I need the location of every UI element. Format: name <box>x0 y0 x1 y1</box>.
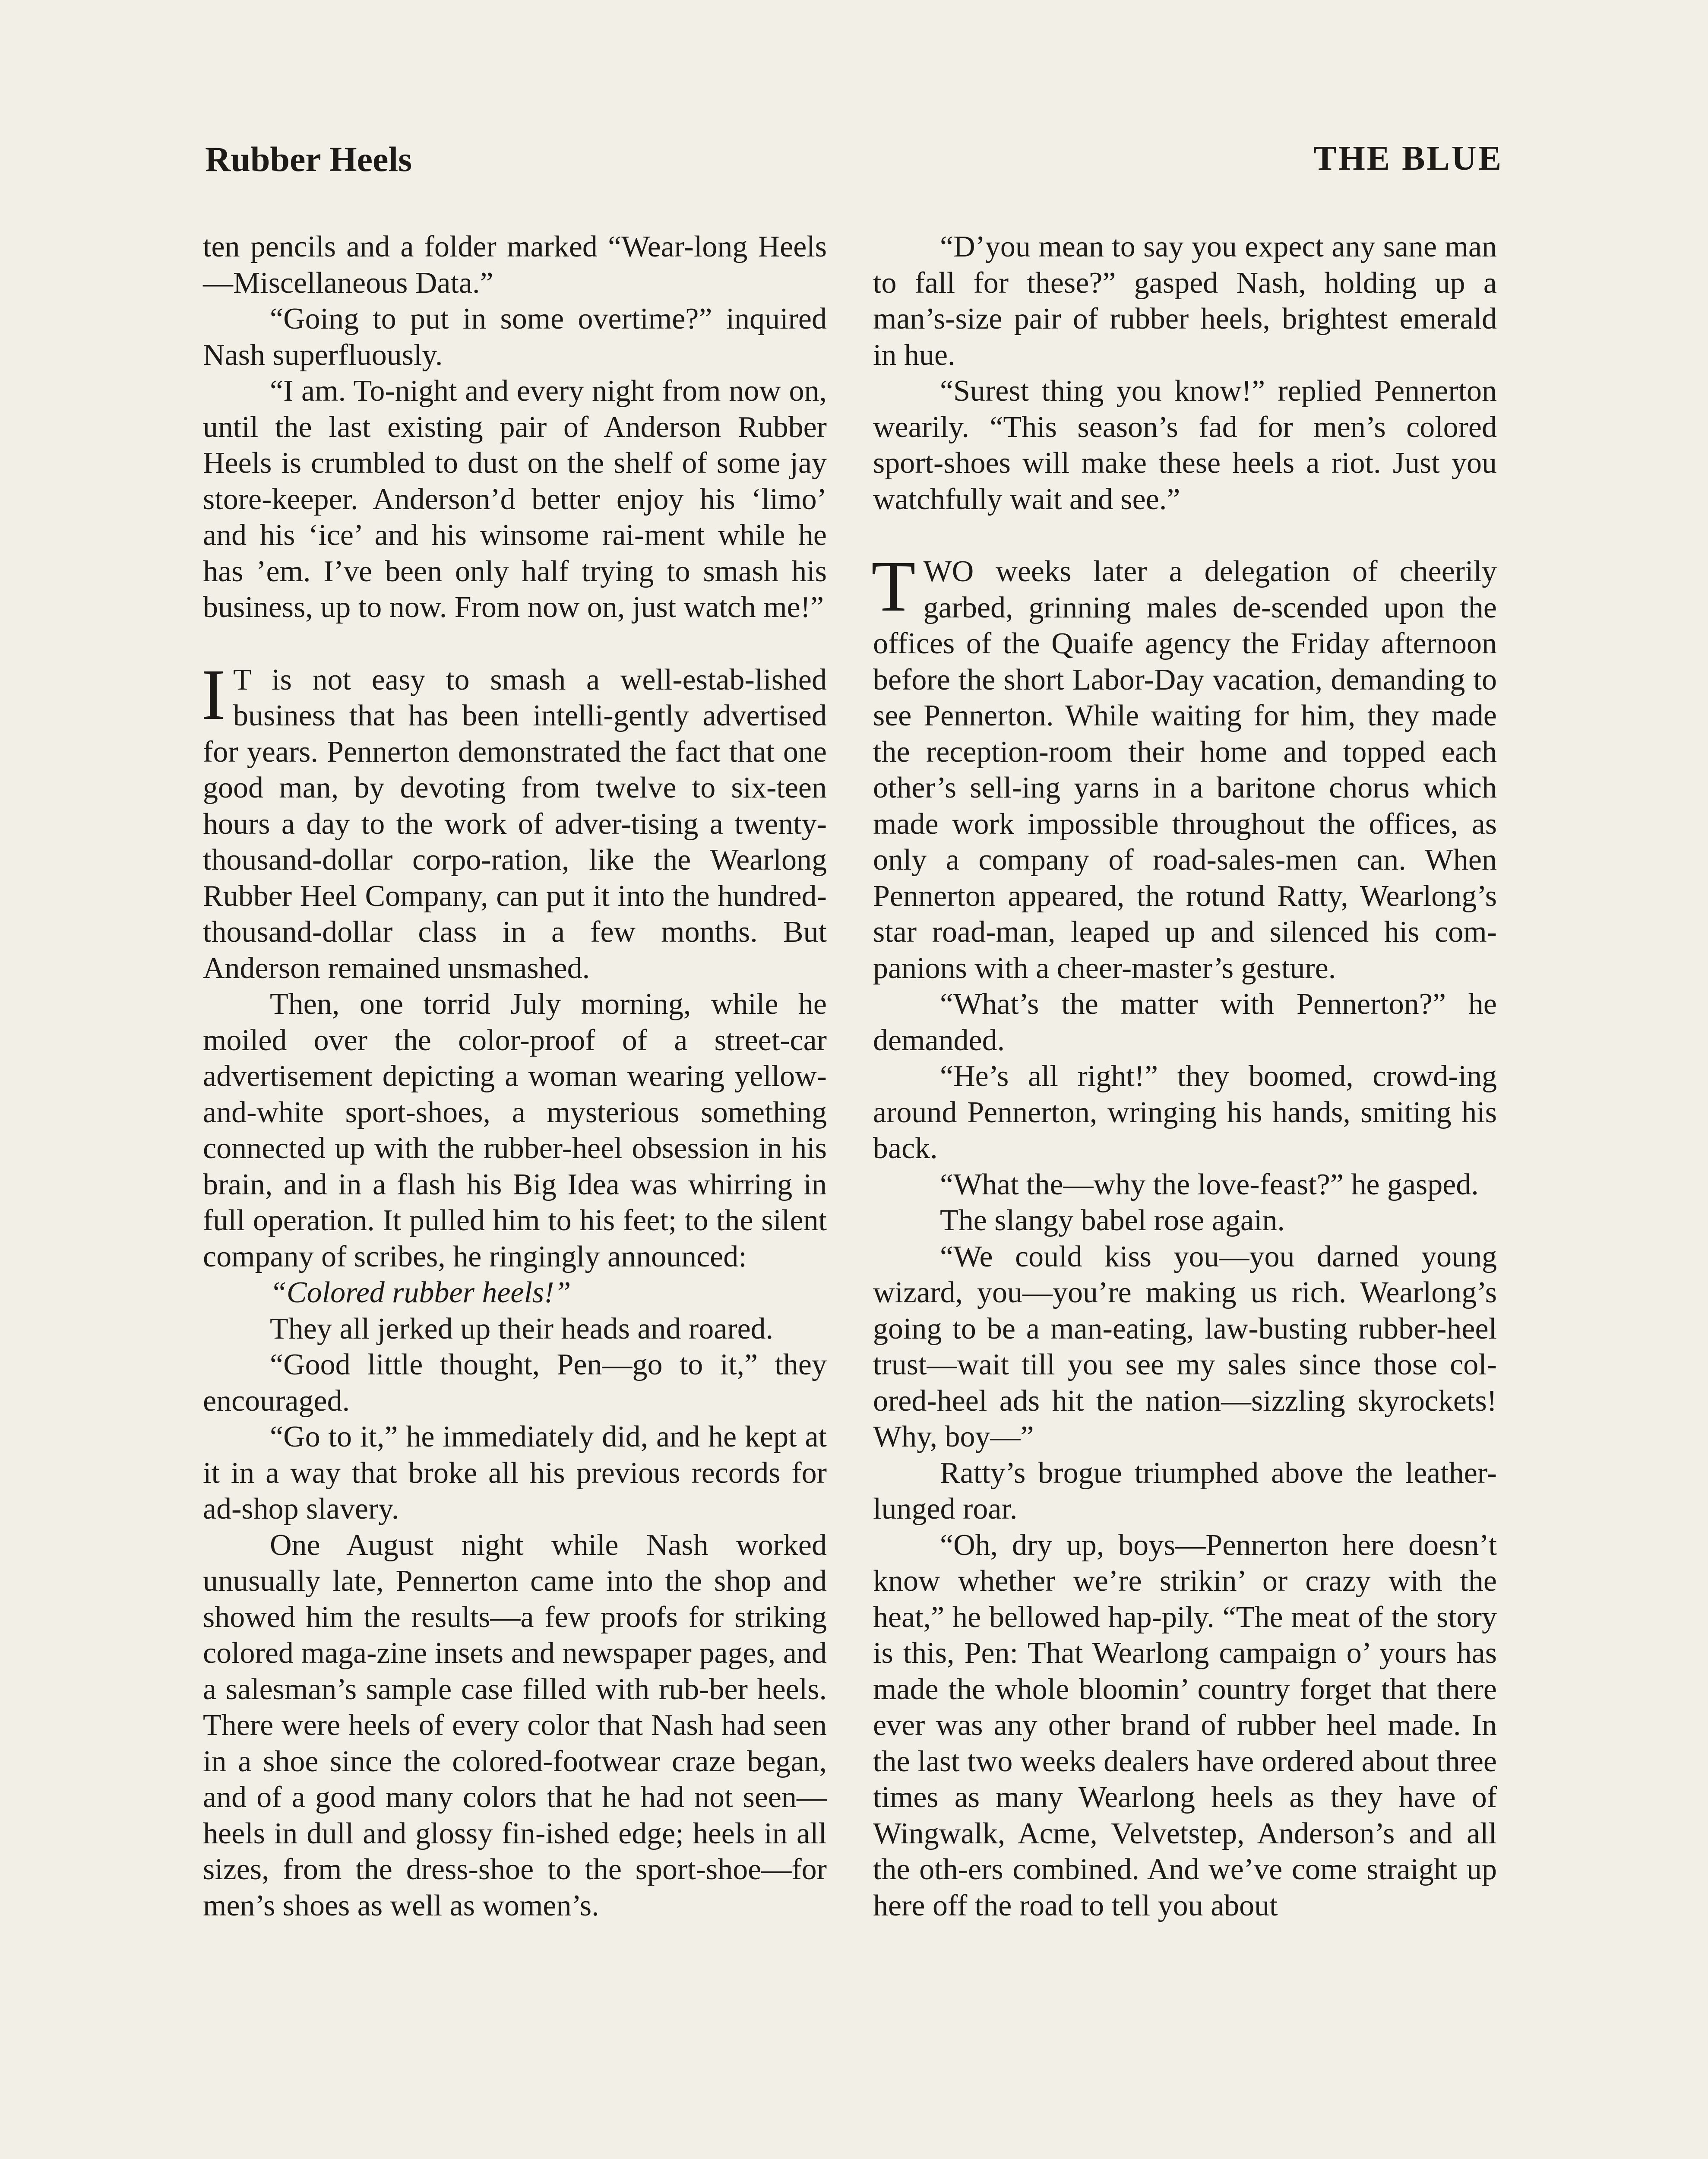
paragraph: “What’s the matter with Pennerton?” he demanded. <box>873 988 1497 1057</box>
paragraph: ten pencils and a folder marked “Wear-long Heels—Miscellaneous Data.” <box>203 230 827 300</box>
running-title-right: THE BLUE <box>1313 139 1503 177</box>
paragraph-text: T is not easy to smash a well-estab-lished business that has been intelli-gently advertised for years. Pennerton demonstrated the fact that one good man, by devoting from twelve to six-teen hours a day to the work of adver-tising a twenty-thousand-dollar corpo-ration, like the Wearlong Rubber Heel Company, can put it into the hundred-thousand-dollar class in a few months. But Anderson remained unsmashed. <box>203 663 827 985</box>
paragraph-italic: “Colored rubber heels!” <box>270 1276 571 1309</box>
drop-cap: I <box>201 654 225 735</box>
paragraph: “Good little thought, Pen—go to it,” they encouraged. <box>203 1348 827 1418</box>
right-column <box>873 229 1497 1924</box>
paragraph: “We could kiss you—you darned young wizard, you—you’re making us rich. Wearlong’s going to be a man-eating, law-busting rubber-heel trust—wait till you see my sales since those col-ored-heel ads hit the nation—sizzling skyrockets! Why, boy—” <box>873 1240 1497 1453</box>
paragraph: “Oh, dry up, boys—Pennerton here doesn’t know whether we’re strikin’ or crazy with the heat,” he bellowed hap-pily. “The meat of the story is this, Pen: That Wearlong campaign o’ yours has made the whole bloomin’ country forget that there ever was any other brand of rubber heel made. In the last two weeks dealers have ordered about three times as many Wearlong heels as they have of Wingwalk, Acme, Velvetstep, Anderson’s and all the oth-ers combined. And we’ve come straight up here off the road to tell you about <box>873 1528 1497 1922</box>
paragraph-text: WO weeks later a delegation of cheerily garbed, grinning males de-scended upon the offices of the Quaife agency the Friday afternoon before the short Labor-Day vacation, demanding to see Pennerton. While waiting for him, they made the reception-room their home and topped each other’s sell-ing yarns in a baritone chorus which made work impossible throughout the offices, as only a company of road-sales-men can. When Pennerton appeared, the rotund Ratty, Wearlong’s star road-man, leaped up and silenced his com-panions with a cheer-master’s gesture. <box>873 555 1497 985</box>
paragraph: “D’you mean to say you expect any sane man to fall for these?” gasped Nash, holding up a man’s-size pair of rubber heels, brightest emerald in hue. <box>873 230 1497 372</box>
section-paragraph <box>871 546 1497 986</box>
paragraph: “I am. To-night and every night from now on, until the last existing pair of Anderson Rubber Heels is crumbled to dust on the shelf of some jay store-keeper. Anderson’d better enjoy his ‘limo’ and his ‘ice’ and his winsome rai-ment while he has ’em. I’ve been only half trying to smash his business, up to now. From now on, just watch me!” <box>203 374 827 624</box>
paragraph: “Go to it,” he immediately did, and he kept at it in a way that broke all his previous records for ad-shop slavery. <box>203 1420 827 1526</box>
paragraph: “He’s all right!” they boomed, crowd-ing around Pennerton, wringing his hands, smiting his back. <box>873 1060 1497 1165</box>
paragraph: “Surest thing you know!” replied Pennerton wearily. “This season’s fad for men’s colored sport-shoes will make these heels a riot. Just you watchfully wait and see.” <box>873 374 1497 516</box>
paragraph: Ratty’s brogue triumphed above the leather-lunged roar. <box>873 1456 1497 1526</box>
left-column <box>203 229 827 1924</box>
running-title-left: Rubber Heels <box>205 139 412 179</box>
paragraph: They all jerked up their heads and roared. <box>270 1312 774 1345</box>
paragraph: The slangy babel rose again. <box>940 1204 1285 1237</box>
paragraph: “What the—why the love-feast?” he gasped. <box>940 1168 1479 1201</box>
section-paragraph <box>201 654 827 987</box>
paragraph: One August night while Nash worked unusually late, Pennerton came into the shop and showed him the results—a few proofs for striking colored maga-zine insets and newspaper pages, and a salesman’s sample case filled with rub-ber heels. There were heels of every color that Nash had seen in a shoe since the colored-footwear craze began, and of a good many colors that he had not seen—heels in dull and glossy fin-ished edge; heels in all sizes, from the dress-shoe to the sport-shoe—for men’s shoes as well as women’s. <box>203 1528 827 1922</box>
drop-cap: T <box>871 546 916 627</box>
paragraph: Then, one torrid July morning, while he moiled over the color-proof of a street-car advertisement depicting a woman wearing yellow-and-white sport-shoes, a mysterious something connected up with the rubber-heel obsession in his brain, and in a flash his Big Idea was whirring in full operation. It pulled him to his feet; to the silent company of scribes, he ringingly announced: <box>203 988 827 1273</box>
paragraph: “Going to put in some overtime?” inquired Nash superfluously. <box>203 302 827 372</box>
